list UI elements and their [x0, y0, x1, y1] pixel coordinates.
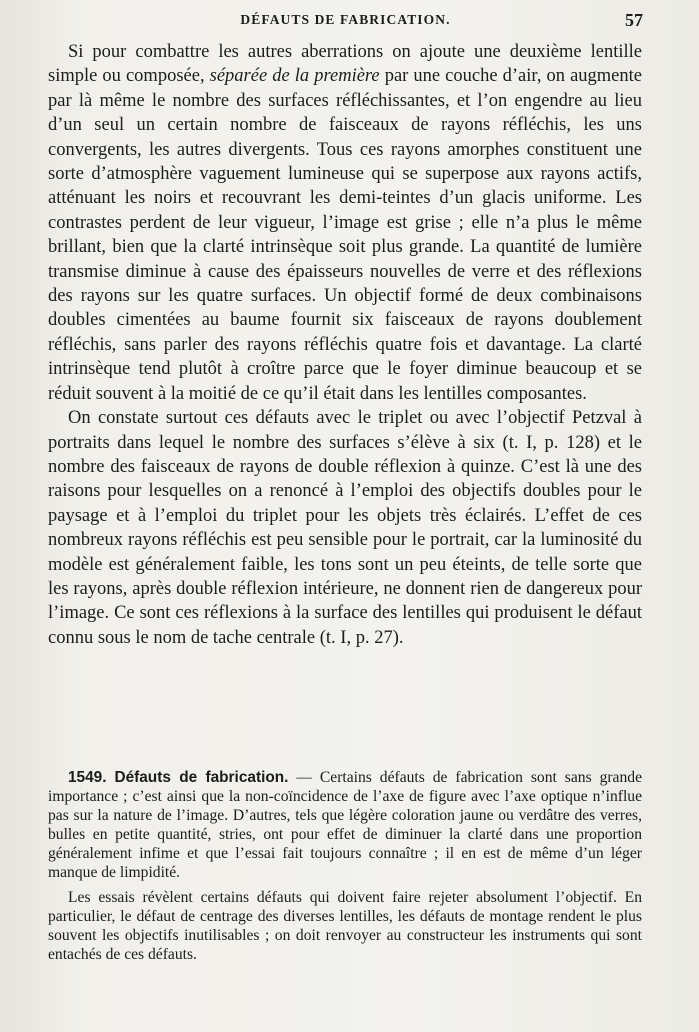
page-number: 57	[625, 10, 643, 30]
running-head: DÉFAUTS DE FABRICATION.	[240, 12, 451, 27]
section-paragraph-2: Les essais révèlent certains défauts qui doivent faire rejeter absolument l’objectif. En particulier, le défaut de centrage des diverses lentilles, les défauts de montage rendent le plus souvent les objectifs inutilisables ; on doit renvoyer au constructeur les instruments qui sont entachés de ces défauts.	[48, 888, 642, 963]
section-1549	[48, 768, 642, 964]
main-text	[48, 40, 642, 650]
paragraph-1-emphasis: séparée de la première	[209, 66, 380, 87]
paragraph-1	[48, 40, 642, 406]
section-paragraph-1	[48, 768, 642, 883]
paragraph-2: On constate surtout ces défauts avec le triplet ou avec l’objectif Petzval à portraits dans lequel le nombre des surfaces s’élève à six (t. I, p. 128) et le nombre des faisceaux de rayons de double réflexion à quinze. C’est là une des raisons pour lesquelles on a renoncé à l’emploi des objectifs doubles pour le paysage et à l’emploi du triplet pour les objets très éclairés. L’effet de ces nombreux rayons réfléchis est peu sensible pour le portrait, car la luminosité du modèle est généralement faible, les tons sont un peu éteints, de telle sorte que les rayons, après double réflexion intérieure, ne donnent rien de dangereux pour l’image. Ce sont ces réflexions à la surface des lentilles qui produisent le défaut connu sous le nom de tache centrale (t. I, p. 27).	[48, 408, 642, 648]
paragraph-1-start: Si pour combattre les autres aberrations on ajoute une deuxième lentille simple ou composée,	[48, 42, 642, 87]
paragraph-1-rest: par une couche d’air, on augmente par là même le nombre des surfaces réfléchissantes, et l’on engendre au lieu d’un seul un certain nombre de faisceaux de rayons réfléchis, les uns convergents, les autres divergents. Tous ces rayons amorphes constituent une sorte d’atmosphère vaguement lumineuse qui se superpose aux rayons actifs, atténuant les noirs et recouvrant les demi-teintes d’un glacis uniforme. Les contrastes perdent de leur vigueur, l’image est grise ; elle n’a plus le même brillant, bien que la clarté intrinsèque soit plus grande. La quantité de lumière transmise diminue à cause des épaisseurs nouvelles de verre et des réflexions des rayons sur les quatre surfaces. Un objectif formé de deux combinaisons doubles cimentées au baume fournit six faisceaux de rayons doublement réfléchis, sans parler des rayons réfléchis quatre fois et davantage. La clarté intrinsèque tend plutôt à croître parce que le foyer diminue beaucoup et se réduit souvent à la moitié de ce qu’il était dans les lentilles composantes.	[48, 66, 642, 404]
section-number: 1549.	[68, 769, 107, 786]
section-paragraph-1-text: — Certains défauts de fabrication sont sans grande importance ; c’est ainsi que la non-coïncidence de l’axe de figure avec l’axe optique n’influe pas sur la nature de l’image. D’autres, tels que légère coloration jaune ou verdâtre des verres, bulles en petite quantité, stries, ont pour effet de diminuer la clarté dans une proportion généralement infime et que l’essai fait toujours connaître ; il en est de même d’un léger manque de limpidité.	[48, 769, 642, 882]
section-title: Défauts de fabrication.	[114, 769, 289, 786]
page-header	[48, 10, 643, 32]
